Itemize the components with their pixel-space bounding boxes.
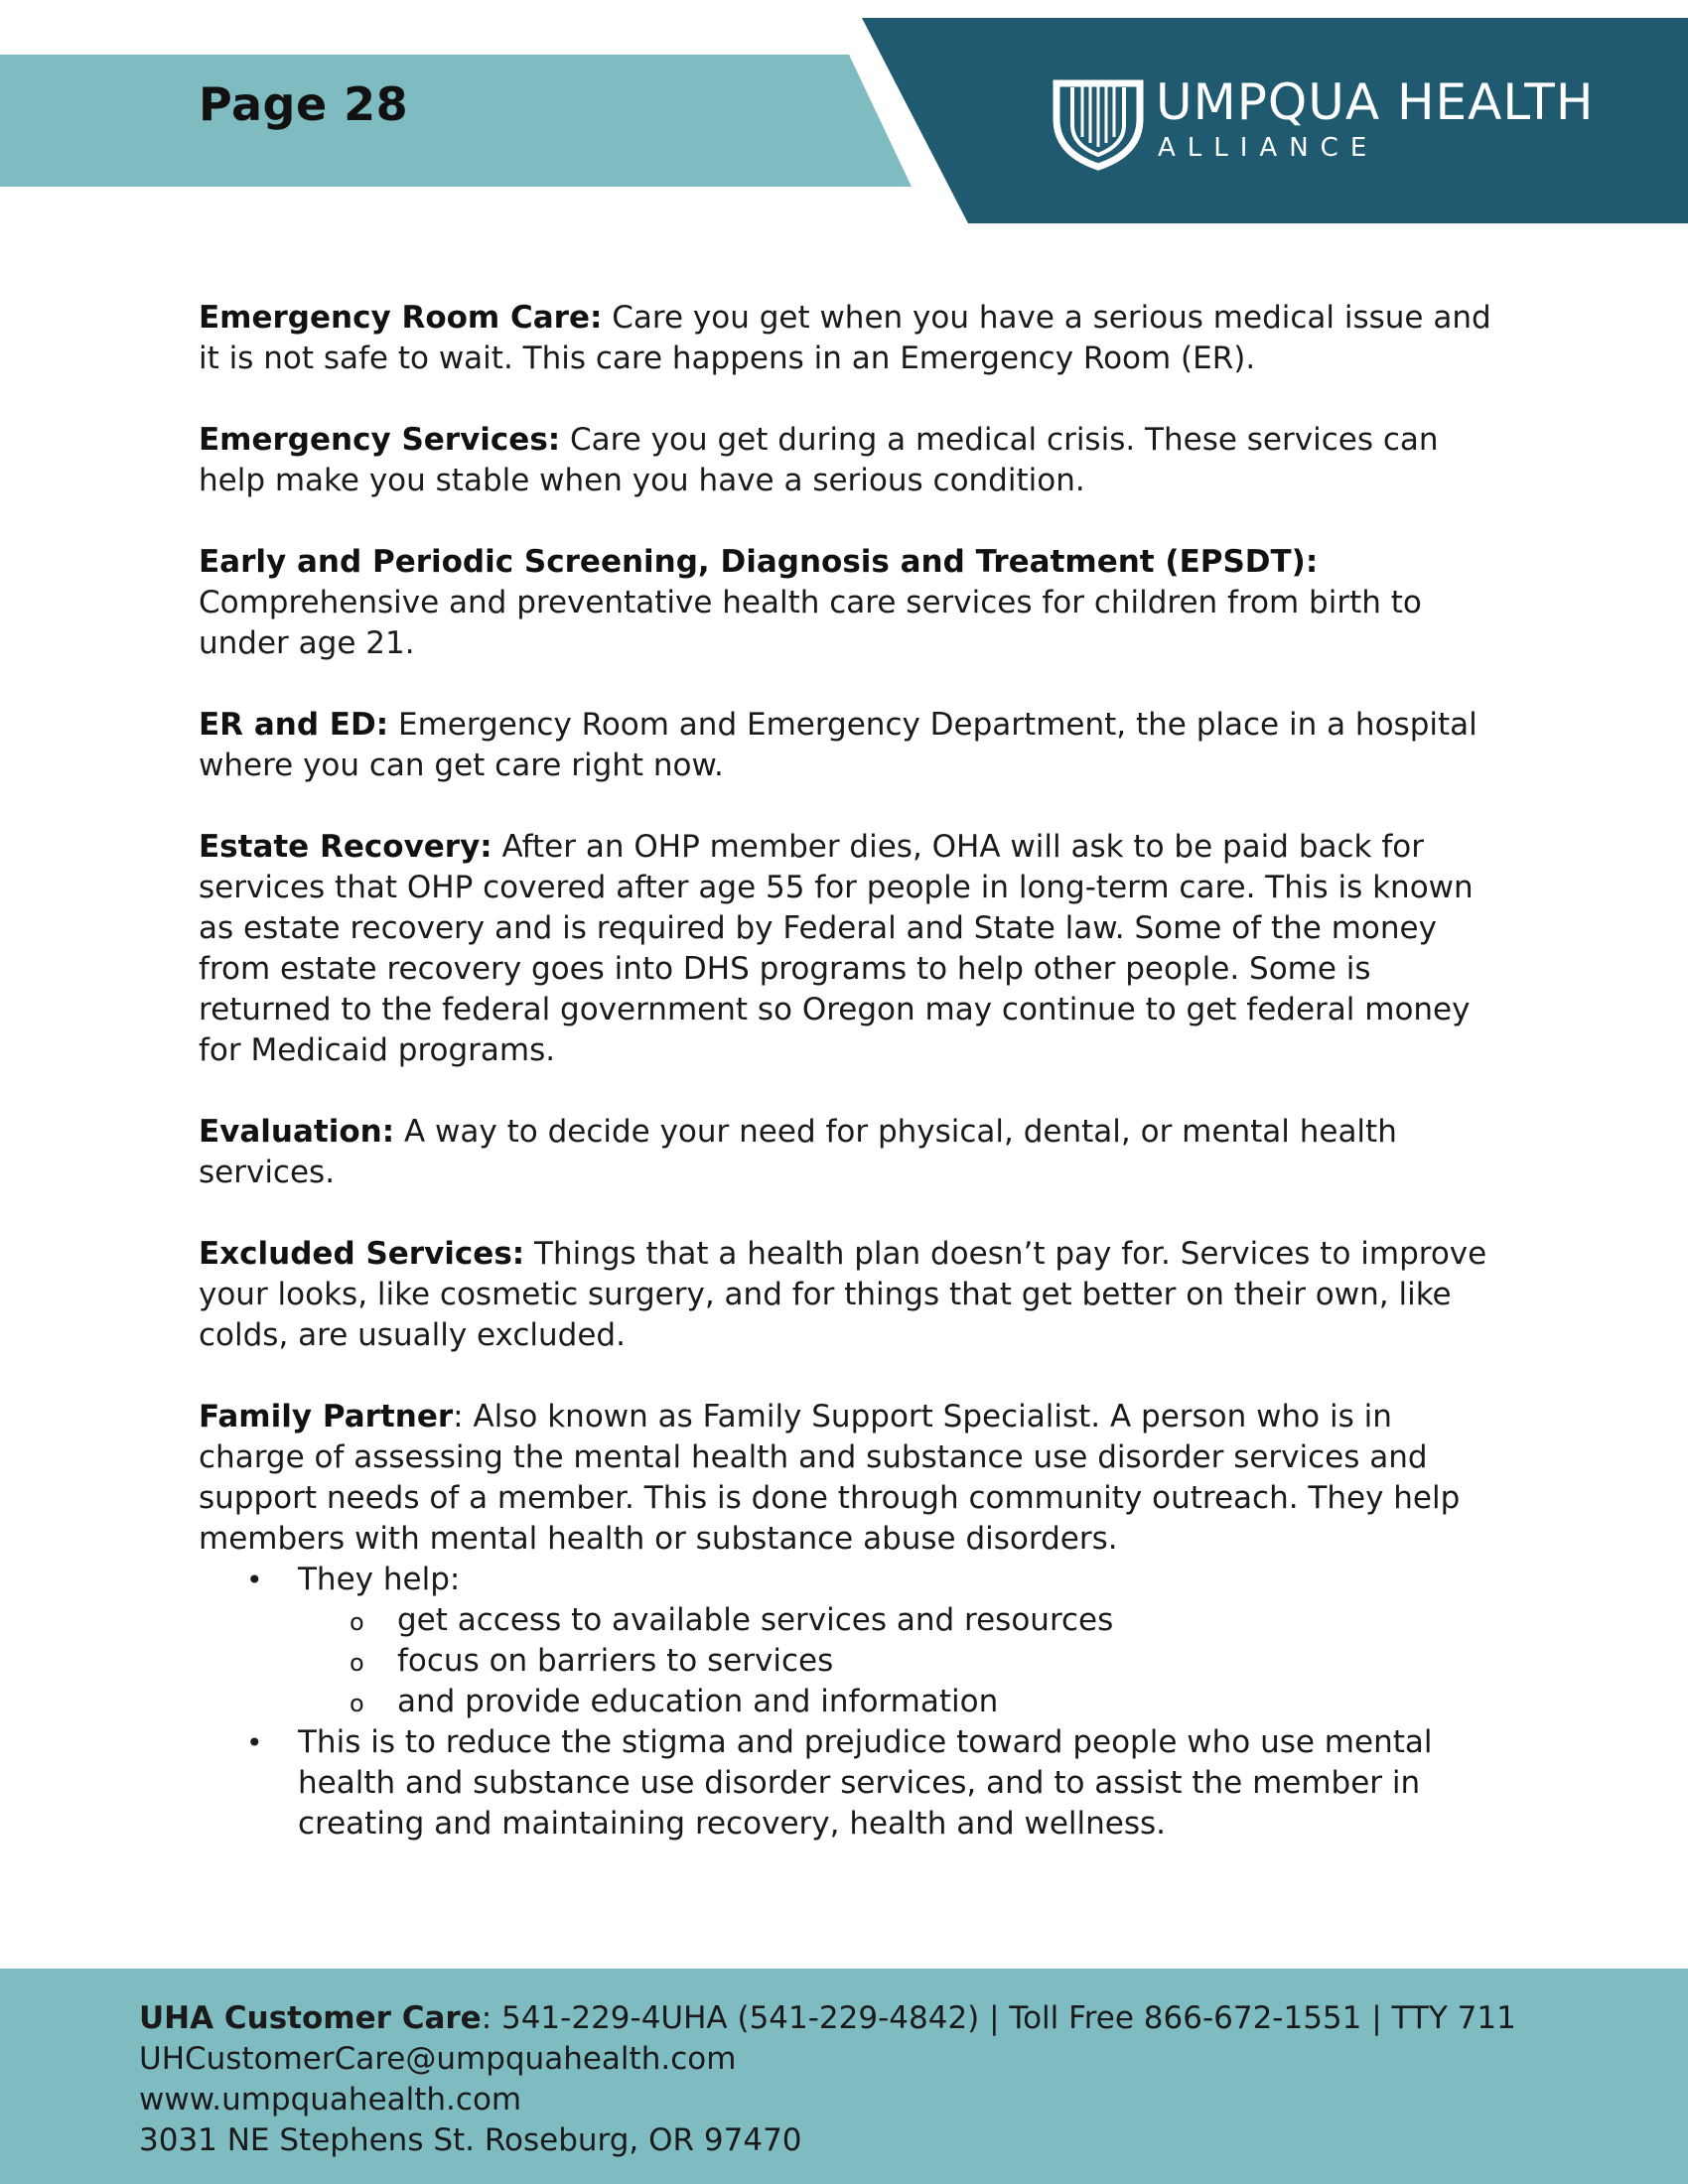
glossary-definition: Comprehensive and preventative health care services for children from birth to under age 21. [199,585,1422,661]
glossary-entry [199,705,1499,786]
glossary-term: Evaluation: [199,1114,395,1150]
glossary-term: ER and ED: [199,707,389,743]
glossary-definition: : Also known as Family Support Specialist. A person who is in charge of assessing the mental health and substance use disorder services and support needs of a member. This is done through community outreach. They help members with mental health or substance abuse disorders. [199,1399,1461,1557]
glossary-term: Family Partner [199,1399,454,1434]
sub-bullet-item: o focus on barriers to services [298,1641,1499,1682]
page-footer [0,1969,1688,2184]
logo-subtitle: ALLIANCE [1158,133,1379,163]
bullet-text: This is to reduce the stigma and prejudice toward people who use mental health and substance use disorder services, and to assist the member in creating and maintaining recovery, health and wellness. [298,1724,1433,1842]
glossary-definition: Care you get when you have a serious medical issue and it is not safe to wait. This care happens in an Emergency Room (ER). [199,300,1491,376]
glossary-term: Excluded Services: [199,1236,525,1272]
family-partner-entry [199,1397,1499,1844]
header-light-band [0,55,912,187]
page-header [0,0,1688,238]
glossary-entry [199,1397,1499,1560]
glossary-entry [199,1112,1499,1193]
glossary-entry [199,827,1499,1071]
glossary-entry [199,542,1499,664]
shield-logo-icon [1049,71,1148,171]
glossary-definition: A way to decide your need for physical, dental, or mental health services. [199,1114,1397,1190]
page-number-label: Page 28 [199,77,409,131]
email-address: UHCustomerCare@umpquahealth.com [139,2041,737,2077]
logo-wordmark: UMPQUA HEALTH [1156,73,1595,131]
customer-care-line [139,1998,1516,2039]
glossary-term: Emergency Services: [199,422,561,458]
glossary-definition: Emergency Room and Emergency Department, the place in a hospital where you can get care right now. [199,707,1477,783]
phone-numbers: : 541-229-4UHA (541-229-4842) | Toll Free 866-672-1551 | TTY 711 [481,2000,1516,2036]
customer-care-label: UHA Customer Care [139,2000,482,2036]
glossary-term: Early and Periodic Screening, Diagnosis and Treatment (EPSDT): [199,544,1319,580]
bullet-text: They help: [298,1562,461,1597]
glossary-definition: Care you get during a medical crisis. These services can help make you stable when you have a serious condition. [199,422,1439,498]
glossary-content [199,298,1499,1844]
contact-info [139,1998,1516,2161]
glossary-definition: Things that a health plan doesn’t pay for. Services to improve your looks, like cosmetic surgery, and for things that get better on their own, like colds, are usually excluded. [199,1236,1487,1353]
sub-bullet-item: o and provide education and information [298,1682,1499,1722]
website-url: www.umpquahealth.com [139,2082,522,2117]
glossary-term: Estate Recovery: [199,829,492,865]
glossary-entry [199,298,1499,379]
mailing-address: 3031 NE Stephens St. Roseburg, OR 97470 [139,2122,802,2158]
glossary-entry [199,1234,1499,1356]
bullet-item [199,1722,1499,1844]
glossary-entry [199,420,1499,501]
bullet-list [199,1560,1499,1844]
glossary-definition: After an OHP member dies, OHA will ask to be paid back for services that OHP covered after age 55 for people in long-term care. This is known as estate recovery and is required by Federal and State law. Some of the money from estate recovery goes into DHS programs to help other people. Some is returned to the federal government so Oregon may continue to get federal money for Medicaid programs. [199,829,1474,1068]
bullet-item [199,1560,1499,1722]
umpqua-health-logo [1049,71,1644,171]
sub-bullet-list [298,1600,1499,1722]
glossary-term: Emergency Room Care: [199,300,603,336]
sub-bullet-item: o get access to available services and resources [298,1600,1499,1641]
